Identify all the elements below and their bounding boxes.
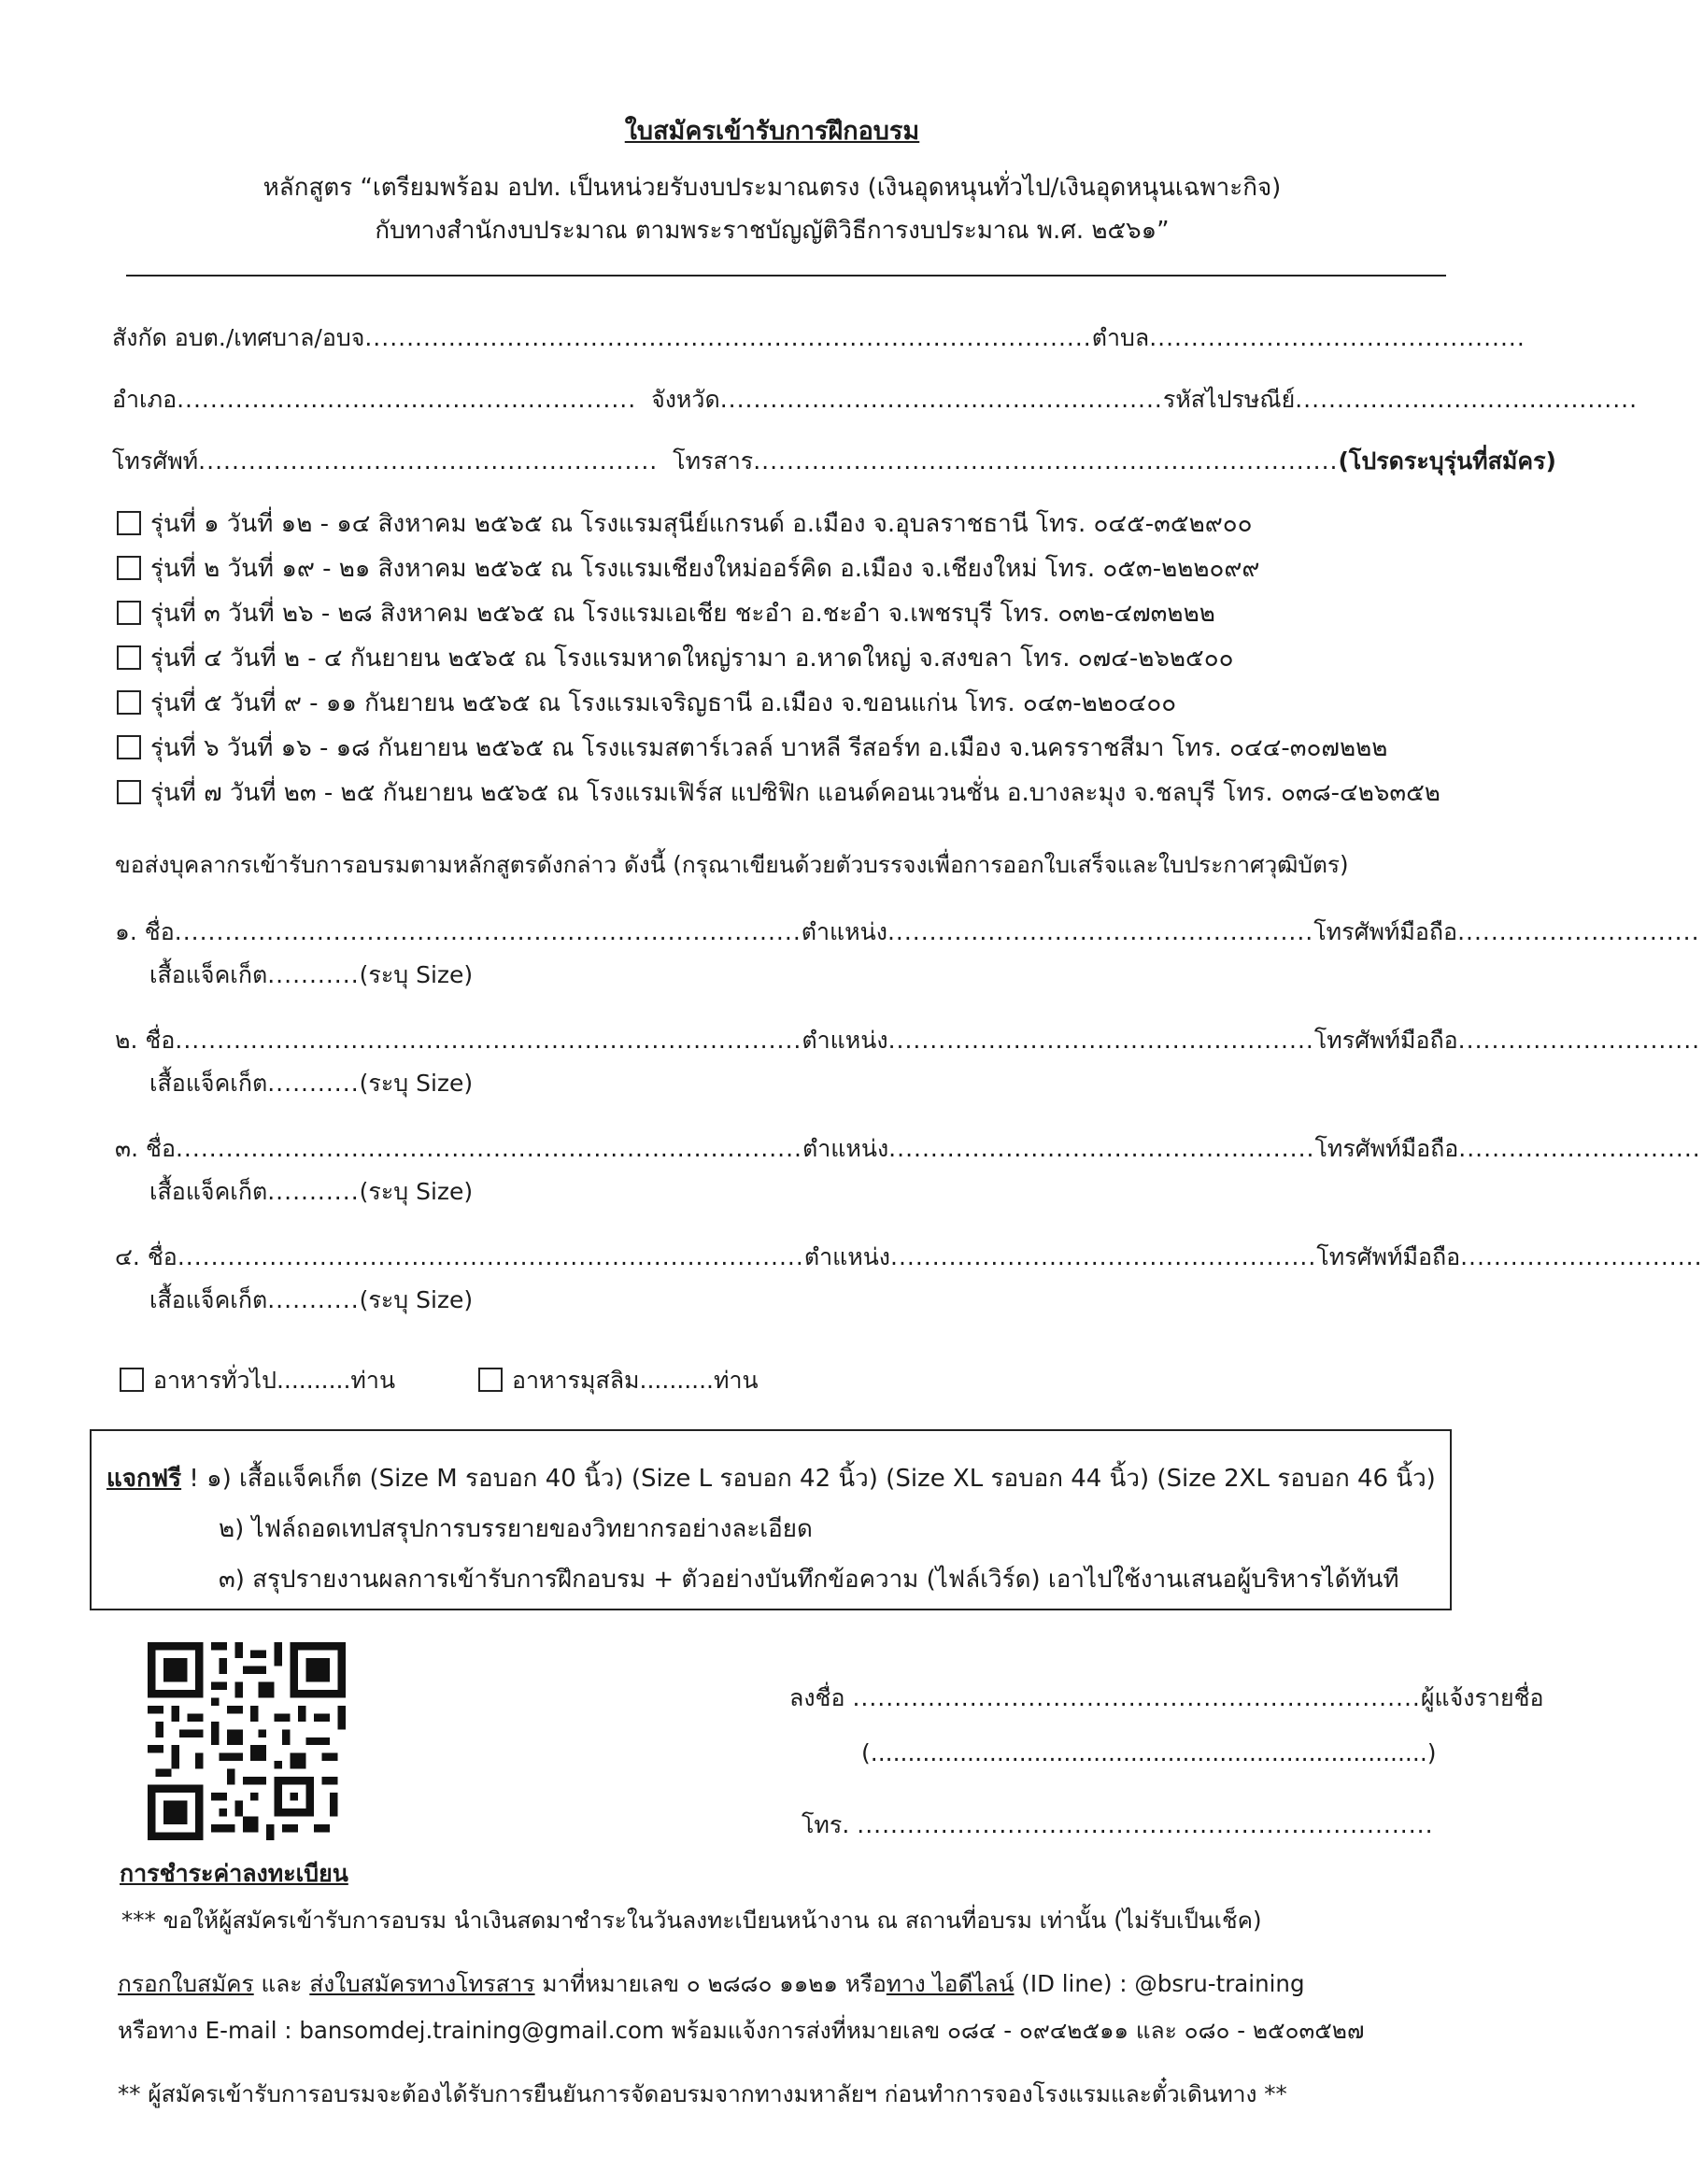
- food-general-option[interactable]: [120, 1362, 395, 1399]
- participant-2-size-note: (ระบุ Size): [359, 1070, 474, 1097]
- participant-2-jacket-field[interactable]: ...........: [267, 1070, 360, 1097]
- participant-4-jacket-row: [149, 1282, 473, 1319]
- reporter-label: ผู้แจ้งรายชื่อ: [1420, 1684, 1544, 1711]
- province-label: จังหวัด: [651, 386, 720, 413]
- signature-phone-row: [802, 1807, 1434, 1844]
- participant-1-number: ๑.: [115, 918, 137, 945]
- payment-heading: การชำระค่าลงทะเบียน: [120, 1860, 348, 1887]
- participant-4-mobile-label: โทรศัพท์มือถือ: [1316, 1243, 1461, 1270]
- session-7-label: รุ่นที่ ๗ วันที่ ๒๓ - ๒๕ กันยายน ๒๕๖๕ ณ โรงแรมเฟิร์ส แปซิฟิก แอนด์คอนเวนชั่น อ.บางละมุง จ.ชลบุรี โทร. ๐๓๘-๔๒๖๓๕๒: [150, 779, 1440, 807]
- session-4-label: รุ่นที่ ๔ วันที่ ๒ - ๔ กันยายน ๒๕๖๕ ณ โรงแรมหาดใหญ่รามา อ.หาดใหญ่ จ.สงขลา โทร. ๐๗๔-๒๖๒๕๐๐: [150, 645, 1234, 673]
- freebies-exclaim: !: [181, 1465, 207, 1493]
- session-3-checkbox[interactable]: [117, 601, 141, 625]
- participant-4-number: ๔.: [115, 1243, 140, 1270]
- header-divider: [126, 275, 1446, 277]
- participant-3-jacket-field[interactable]: ...........: [267, 1178, 360, 1205]
- affiliation-row: [112, 319, 1526, 357]
- food-general-label: อาหารทั่วไป..........ท่าน: [153, 1367, 396, 1394]
- signature-row: [789, 1680, 1544, 1717]
- participant-2-number: ๒.: [115, 1027, 138, 1054]
- fill-form-text: กรอกใบสมัคร: [118, 1970, 254, 1997]
- session-option-1[interactable]: [117, 504, 1253, 543]
- participant-4-mobile-field[interactable]: .............................: [1460, 1243, 1703, 1270]
- participant-1-position-label: ตำแหน่ง: [801, 918, 887, 945]
- participant-4-size-note: (ระบุ Size): [359, 1286, 474, 1313]
- participant-3-mobile-field[interactable]: .............................: [1458, 1135, 1701, 1162]
- participant-2-jacket-row: [149, 1065, 473, 1102]
- session-6-label: รุ่นที่ ๖ วันที่ ๑๖ - ๑๘ กันยายน ๒๕๖๕ ณ โรงแรมสตาร์เวลล์ บาหลี รีสอร์ท อ.เมือง จ.นครราชสีมา โทร. ๐๔๔-๓๐๗๒๒๒: [150, 734, 1388, 762]
- participant-4-position-field[interactable]: ...................................................: [890, 1243, 1317, 1270]
- affiliation-field[interactable]: .......................................................................................: [364, 324, 1092, 351]
- participant-2-position-field[interactable]: ...................................................: [887, 1027, 1314, 1054]
- session-3-label: รุ่นที่ ๓ วันที่ ๒๖ - ๒๘ สิงหาคม ๒๕๖๕ ณ โรงแรมเอเชีย ชะอำ อ.ชะอำ จ.เพชรบุรี โทร. ๐๓๒-๔๗๓๒๒๒: [150, 600, 1215, 628]
- freebies-box: [90, 1429, 1452, 1610]
- participant-1-jacket-label: เสื้อแจ็คเก็ต: [149, 961, 268, 988]
- session-5-label: รุ่นที่ ๕ วันที่ ๙ - ๑๑ กันยายน ๒๕๖๕ ณ โรงแรมเจริญธานี อ.เมือง จ.ขอนแก่น โทร. ๐๔๓-๒๒๐๔๐๐: [150, 689, 1177, 717]
- amphoe-row: [112, 381, 1638, 418]
- food-muslim-option[interactable]: [478, 1362, 759, 1399]
- course-title-line2: กับทางสำนักงบประมาณ ตามพระราชบัญญัติวิธีการงบประมาณ พ.ศ. ๒๕๖๑”: [375, 217, 1170, 245]
- email-instructions: หรือทาง E-mail : bansomdej.training@gmail.com พร้อมแจ้งการส่งที่หมายเลข ๐๘๔ - ๐๙๔๒๕๑๑ และ ๐๘๐ - ๒๕๐๓๕๒๗: [118, 2017, 1365, 2044]
- food-muslim-label: อาหารมุสลิม..........ท่าน: [512, 1367, 759, 1394]
- booking-confirmation-note: ** ผู้สมัครเข้ารับการอบรมจะต้องได้รับการยืนยันการจัดอบรมจากทางมหาลัยฯ ก่อนทำการจองโรงแรมและตั๋วเดินทาง **: [118, 2080, 1287, 2107]
- participant-1-row: [115, 914, 1700, 951]
- food-muslim-checkbox[interactable]: [478, 1368, 503, 1392]
- submission-instructions: [118, 1965, 1305, 2002]
- participant-1-name-label: ชื่อ: [144, 918, 175, 945]
- participant-3-position-field[interactable]: ...................................................: [888, 1135, 1315, 1162]
- participant-4-name-field[interactable]: ...........................................................................: [177, 1243, 804, 1270]
- participant-3-name-field[interactable]: ...........................................................................: [175, 1135, 802, 1162]
- participant-1-position-field[interactable]: ...................................................: [887, 918, 1314, 945]
- participant-3-row: [115, 1130, 1701, 1168]
- affiliation-label: สังกัด อบต./เทศบาล/อบจ: [112, 324, 365, 351]
- participant-1-mobile-label: โทรศัพท์มือถือ: [1313, 918, 1458, 945]
- fax-label: โทรสาร: [673, 447, 754, 475]
- participant-2-position-label: ตำแหน่ง: [802, 1027, 888, 1054]
- participant-4-name-label: ชื่อ: [147, 1243, 177, 1270]
- send-staff-instruction: ขอส่งบุคลากรเข้ารับการอบรมตามหลักสูตรดังกล่าว ดังนี้ (กรุณาเขียนด้วยตัวบรรจงเพื่อการออกใบเสร็จและใบประกาศวุฒิบัตร): [115, 851, 1349, 878]
- participant-1-jacket-field[interactable]: ...........: [267, 961, 360, 988]
- phone-label: โทรศัพท์: [112, 447, 199, 475]
- freebie-jacket-text: ๑) เสื้อแจ็คเก็ต (Size M รอบอก 40 นิ้ว) (Size L รอบอก 42 นิ้ว) (Size XL รอบอก 44 นิ้ว) (Size 2XL รอบอก 46 นิ้ว): [206, 1465, 1436, 1493]
- qr-code-image: [148, 1642, 346, 1840]
- tambon-label: ตำบล: [1091, 324, 1150, 351]
- participant-4-jacket-label: เสื้อแจ็คเก็ต: [149, 1286, 268, 1313]
- participant-1-size-note: (ระบุ Size): [359, 961, 474, 988]
- session-option-5[interactable]: [117, 684, 1176, 722]
- session-1-label: รุ่นที่ ๑ วันที่ ๑๒ - ๑๔ สิงหาคม ๒๕๖๕ ณ โรงแรมสุนีย์แกรนด์ อ.เมือง จ.อุบลราชธานี โทร. ๐๔๕-๓๕๒๙๐๐: [150, 510, 1253, 538]
- participant-3-position-label: ตำแหน่ง: [802, 1135, 889, 1162]
- participant-2-row: [115, 1022, 1700, 1059]
- participant-2-mobile-label: โทรศัพท์มือถือ: [1313, 1027, 1458, 1054]
- signature-phone-label: โทร.: [802, 1811, 850, 1838]
- participant-3-jacket-row: [149, 1173, 473, 1211]
- participant-1-name-field[interactable]: ...........................................................................: [174, 918, 802, 945]
- signature-field[interactable]: ....................................................................: [852, 1684, 1421, 1711]
- participant-4-row: [115, 1239, 1703, 1276]
- participant-3-size-note: (ระบุ Size): [359, 1178, 474, 1205]
- session-2-label: รุ่นที่ ๒ วันที่ ๑๙ - ๒๑ สิงหาคม ๒๕๖๕ ณ โรงแรมเชียงใหม่ออร์คิด อ.เมือง จ.เชียงใหม่ โทร. ๐๕๓-๒๒๒๐๙๙: [150, 555, 1260, 583]
- participant-4-position-label: ตำแหน่ง: [803, 1243, 890, 1270]
- session-7-checkbox[interactable]: [117, 780, 141, 804]
- freebie-item-3: ๓) สรุปรายงานผลการเข้ารับการฝึกอบรม + ตัวอย่างบันทึกข้อความ (ไฟล์เวิร์ด) เอาไปใช้งานเสนอผู้บริหารได้ทันที: [219, 1566, 1399, 1594]
- tambon-field[interactable]: .............................................: [1149, 324, 1526, 351]
- session-2-checkbox[interactable]: [117, 556, 141, 580]
- choose-session-note: (โปรดระบุรุ่นที่สมัคร): [1338, 447, 1556, 475]
- fax-number-text: มาที่หมายเลข ๐ ๒๘๘๐ ๑๑๒๑ หรือ: [534, 1970, 887, 1997]
- participant-2-mobile-field[interactable]: .............................: [1457, 1027, 1701, 1054]
- freebies-label: แจกฟรี: [106, 1465, 182, 1493]
- participant-3-number: ๓.: [115, 1135, 139, 1162]
- session-5-checkbox[interactable]: [117, 690, 141, 715]
- session-4-checkbox[interactable]: [117, 645, 141, 670]
- participant-2-name-label: ชื่อ: [145, 1027, 176, 1054]
- form-title: ใบสมัครเข้ารับการฝึกอบรม: [624, 117, 920, 146]
- session-6-checkbox[interactable]: [117, 735, 141, 759]
- session-option-2[interactable]: [117, 549, 1259, 588]
- signature-label: ลงชื่อ: [789, 1684, 845, 1711]
- province-field[interactable]: .....................................................: [719, 386, 1163, 413]
- signature-phone-field[interactable]: .....................................................................: [857, 1811, 1434, 1838]
- course-title-line1: หลักสูตร “เตรียมพร้อม อปท. เป็นหน่วยรับงบประมาณตรง (เงินอุดหนุนทั่วไป/เงินอุดหนุนเฉพาะกิจ): [263, 174, 1282, 202]
- session-option-4[interactable]: [117, 639, 1233, 677]
- participant-3-mobile-label: โทรศัพท์มือถือ: [1314, 1135, 1459, 1162]
- signature-name-field[interactable]: (...........................................................................): [861, 1739, 1437, 1766]
- line-id-text: (ID line) : @bsru-training: [1014, 1970, 1305, 1997]
- phone-field[interactable]: .......................................................: [198, 447, 659, 475]
- payment-note: *** ขอให้ผู้สมัครเข้ารับการอบรม นำเงินสดมาชำระในวันลงทะเบียนหน้างาน ณ สถานที่อบรม เท่านั้น (ไม่รับเป็นเช็ค): [121, 1907, 1262, 1934]
- and-text: และ: [253, 1970, 310, 1997]
- participant-2-name-field[interactable]: ...........................................................................: [175, 1027, 802, 1054]
- session-option-3[interactable]: [117, 594, 1215, 632]
- line-id-label: ทาง ไอดีไลน์: [886, 1970, 1015, 1997]
- participant-4-jacket-field[interactable]: ...........: [267, 1286, 360, 1313]
- fax-field[interactable]: ......................................................................: [753, 447, 1339, 475]
- food-general-checkbox[interactable]: [120, 1368, 144, 1392]
- amphoe-field[interactable]: .......................................................: [177, 386, 637, 413]
- amphoe-label: อำเภอ: [112, 386, 177, 413]
- participant-1-mobile-field[interactable]: .............................: [1457, 918, 1700, 945]
- postcode-field[interactable]: .........................................: [1295, 386, 1639, 413]
- postcode-label: รหัสไปรษณีย์: [1162, 386, 1296, 413]
- session-option-7[interactable]: [117, 773, 1440, 812]
- session-option-6[interactable]: [117, 729, 1387, 767]
- freebie-item-2: ๒) ไฟล์ถอดเทปสรุปการบรรยายของวิทยากรอย่างละเอียด: [219, 1515, 813, 1543]
- freebie-item-1: [106, 1459, 1436, 1497]
- session-1-checkbox[interactable]: [117, 511, 141, 535]
- participant-1-jacket-row: [149, 957, 473, 994]
- participant-3-name-label: ชื่อ: [146, 1135, 176, 1162]
- send-fax-text: ส่งใบสมัครทางโทรสาร: [309, 1970, 535, 1997]
- phone-row: [112, 443, 1556, 480]
- participant-3-jacket-label: เสื้อแจ็คเก็ต: [149, 1178, 268, 1205]
- participant-2-jacket-label: เสื้อแจ็คเก็ต: [149, 1070, 268, 1097]
